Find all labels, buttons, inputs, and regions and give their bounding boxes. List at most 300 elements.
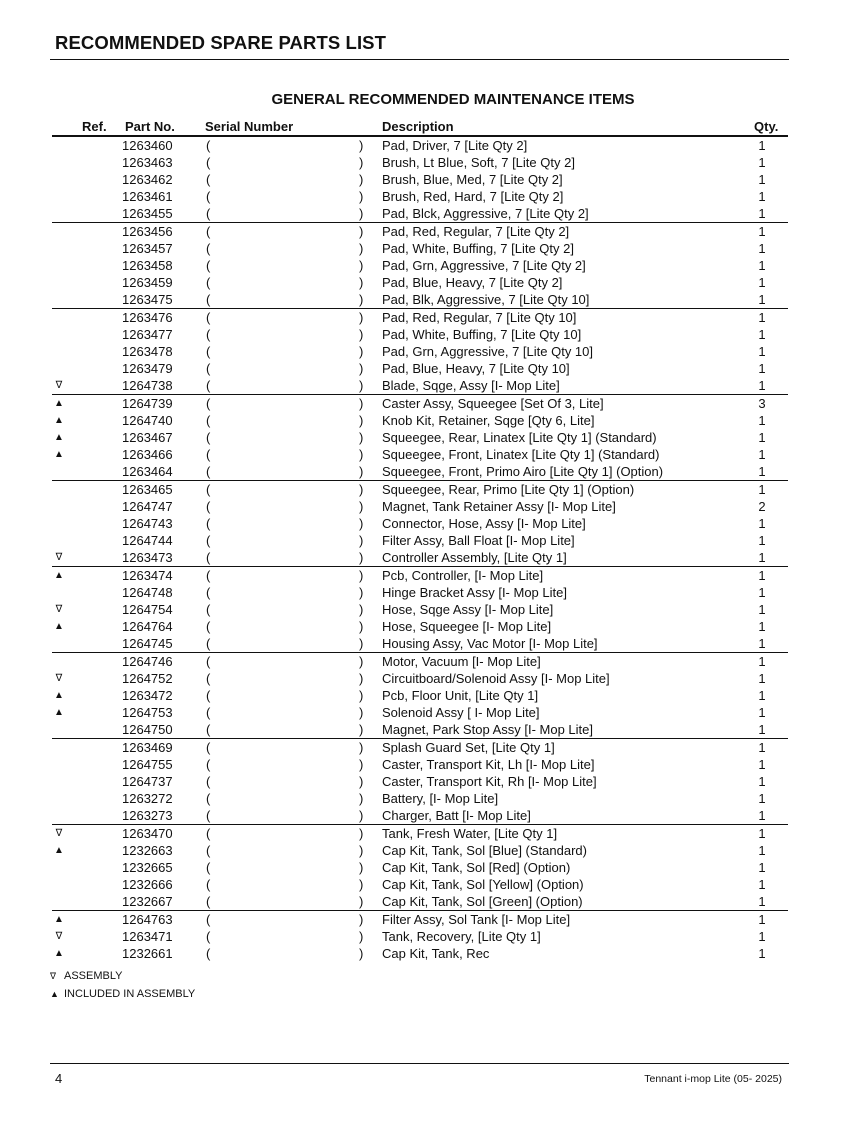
serial-paren-close: ) (359, 482, 364, 497)
serial-paren-open: ( (206, 654, 211, 669)
table-row (52, 222, 788, 240)
table-row (52, 756, 788, 773)
serial-paren-open: ( (206, 292, 211, 307)
description: Battery, [I- Mop Lite] (382, 791, 499, 806)
table-row (52, 652, 788, 670)
part-number: 1263469 (122, 740, 173, 755)
quantity: 1 (758, 224, 766, 239)
table-row (52, 446, 788, 463)
table-row (52, 721, 788, 738)
serial-paren-close: ) (359, 344, 364, 359)
col-header-part: Part No. (125, 119, 175, 134)
description: Pcb, Controller, [I- Mop Lite] (382, 568, 544, 583)
part-number: 1263471 (122, 929, 173, 944)
part-number: 1232663 (122, 843, 173, 858)
part-number: 1263456 (122, 224, 173, 239)
serial-paren-close: ) (359, 619, 364, 634)
table-row (52, 188, 788, 205)
description: Pad, Grn, Aggressive, 7 [Lite Qty 10] (382, 344, 593, 359)
part-number: 1263462 (122, 172, 173, 187)
serial-paren-open: ( (206, 894, 211, 909)
serial-paren-open: ( (206, 155, 211, 170)
quantity: 1 (758, 275, 766, 290)
serial-paren-close: ) (359, 224, 364, 239)
table-row (52, 566, 788, 584)
serial-paren-open: ( (206, 310, 211, 325)
serial-paren-open: ( (206, 671, 211, 686)
description: Magnet, Tank Retainer Assy [I- Mop Lite] (382, 499, 616, 514)
description: Connector, Hose, Assy [I- Mop Lite] (382, 516, 586, 531)
quantity: 1 (758, 413, 766, 428)
ref-marker-icon: ▲ (54, 948, 64, 959)
part-number: 1263457 (122, 241, 173, 256)
serial-paren-close: ) (359, 929, 364, 944)
title-rule (50, 59, 789, 60)
serial-paren-open: ( (206, 705, 211, 720)
ref-marker-icon: ▲ (54, 690, 64, 701)
part-number: 1264752 (122, 671, 173, 686)
serial-paren-close: ) (359, 550, 364, 565)
quantity: 1 (758, 774, 766, 789)
quantity: 1 (758, 464, 766, 479)
description: Housing Assy, Vac Motor [I- Mop Lite] (382, 636, 598, 651)
serial-paren-close: ) (359, 310, 364, 325)
serial-paren-open: ( (206, 826, 211, 841)
serial-paren-open: ( (206, 808, 211, 823)
serial-paren-open: ( (206, 413, 211, 428)
serial-paren-open: ( (206, 396, 211, 411)
part-number: 1263460 (122, 138, 173, 153)
table-row (52, 326, 788, 343)
quantity: 1 (758, 241, 766, 256)
part-number: 1263467 (122, 430, 173, 445)
description: Controller Assembly, [Lite Qty 1] (382, 550, 567, 565)
description: Filter Assy, Ball Float [I- Mop Lite] (382, 533, 575, 548)
quantity: 1 (758, 722, 766, 737)
quantity: 1 (758, 550, 766, 565)
table-row (52, 257, 788, 274)
description: Pad, Driver, 7 [Lite Qty 2] (382, 138, 528, 153)
quantity: 1 (758, 189, 766, 204)
quantity: 1 (758, 155, 766, 170)
serial-paren-close: ) (359, 654, 364, 669)
ref-marker-icon: ▲ (54, 914, 64, 925)
table-row (52, 360, 788, 377)
description: Pad, Blck, Aggressive, 7 [Lite Qty 2] (382, 206, 589, 221)
quantity: 1 (758, 688, 766, 703)
table-row (52, 549, 788, 566)
part-number: 1263479 (122, 361, 173, 376)
serial-paren-close: ) (359, 361, 364, 376)
serial-paren-close: ) (359, 378, 364, 393)
description: Hinge Bracket Assy [I- Mop Lite] (382, 585, 567, 600)
quantity: 1 (758, 705, 766, 720)
ref-marker-icon: ▲ (54, 449, 64, 460)
description: Tank, Fresh Water, [Lite Qty 1] (382, 826, 558, 841)
ref-marker-icon: ▲ (54, 415, 64, 426)
ref-marker-icon: ▲ (54, 845, 64, 856)
description: Squeegee, Rear, Linatex [Lite Qty 1] (Standard) (382, 430, 657, 445)
ref-marker-icon: ▲ (54, 621, 64, 632)
serial-paren-open: ( (206, 602, 211, 617)
table-row (52, 584, 788, 601)
serial-paren-close: ) (359, 430, 364, 445)
table-row (52, 859, 788, 876)
ref-marker-icon: ∇ (55, 673, 63, 684)
table-row (52, 205, 788, 222)
description: Pad, Blue, Heavy, 7 [Lite Qty 2] (382, 275, 563, 290)
table-row (52, 687, 788, 704)
serial-paren-close: ) (359, 275, 364, 290)
ref-marker-icon: ▲ (54, 432, 64, 443)
description: Cap Kit, Tank, Sol [Yellow] (Option) (382, 877, 584, 892)
serial-paren-open: ( (206, 688, 211, 703)
quantity: 3 (758, 396, 766, 411)
quantity: 1 (758, 430, 766, 445)
serial-paren-open: ( (206, 447, 211, 462)
serial-paren-close: ) (359, 206, 364, 221)
description: Pad, Grn, Aggressive, 7 [Lite Qty 2] (382, 258, 586, 273)
quantity: 1 (758, 912, 766, 927)
quantity: 1 (758, 602, 766, 617)
assembly-icon: ∇ (50, 971, 57, 981)
serial-paren-close: ) (359, 636, 364, 651)
serial-paren-close: ) (359, 189, 364, 204)
part-number: 1263464 (122, 464, 173, 479)
part-number: 1263472 (122, 688, 173, 703)
description: Magnet, Park Stop Assy [I- Mop Lite] (382, 722, 593, 737)
table-row (52, 171, 788, 188)
serial-paren-open: ( (206, 636, 211, 651)
part-number: 1264740 (122, 413, 173, 428)
quantity: 2 (758, 499, 766, 514)
table-row (52, 412, 788, 429)
quantity: 1 (758, 671, 766, 686)
quantity: 1 (758, 654, 766, 669)
serial-paren-close: ) (359, 155, 364, 170)
description: Cap Kit, Tank, Sol [Red] (Option) (382, 860, 571, 875)
quantity: 1 (758, 568, 766, 583)
quantity: 1 (758, 327, 766, 342)
description: Brush, Red, Hard, 7 [Lite Qty 2] (382, 189, 564, 204)
description: Splash Guard Set, [Lite Qty 1] (382, 740, 555, 755)
part-number: 1264745 (122, 636, 173, 651)
serial-paren-open: ( (206, 430, 211, 445)
section-title: GENERAL RECOMMENDED MAINTENANCE ITEMS (271, 91, 635, 108)
serial-paren-close: ) (359, 241, 364, 256)
part-number: 1264746 (122, 654, 173, 669)
serial-paren-open: ( (206, 568, 211, 583)
quantity: 1 (758, 292, 766, 307)
quantity: 1 (758, 740, 766, 755)
serial-paren-open: ( (206, 464, 211, 479)
col-header-ref: Ref. (82, 119, 107, 134)
serial-paren-open: ( (206, 258, 211, 273)
quantity: 1 (758, 946, 766, 961)
serial-paren-close: ) (359, 688, 364, 703)
quantity: 1 (758, 516, 766, 531)
serial-paren-close: ) (359, 533, 364, 548)
part-number: 1263458 (122, 258, 173, 273)
serial-paren-close: ) (359, 877, 364, 892)
serial-paren-close: ) (359, 447, 364, 462)
table-row (52, 240, 788, 257)
serial-paren-close: ) (359, 774, 364, 789)
serial-paren-close: ) (359, 740, 364, 755)
table-row (52, 910, 788, 928)
serial-paren-close: ) (359, 808, 364, 823)
quantity: 1 (758, 206, 766, 221)
description: Solenoid Assy [ I- Mop Lite] (382, 705, 540, 720)
serial-paren-open: ( (206, 843, 211, 858)
serial-paren-open: ( (206, 361, 211, 376)
table-row (52, 463, 788, 480)
serial-paren-open: ( (206, 877, 211, 892)
ref-marker-icon: ∇ (55, 931, 63, 942)
description: Pad, Red, Regular, 7 [Lite Qty 10] (382, 310, 577, 325)
quantity: 1 (758, 138, 766, 153)
part-number: 1232665 (122, 860, 173, 875)
description: Pcb, Floor Unit, [Lite Qty 1] (382, 688, 539, 703)
description: Caster Assy, Squeegee [Set Of 3, Lite] (382, 396, 604, 411)
page-title: RECOMMENDED SPARE PARTS LIST (55, 32, 387, 53)
table-row (52, 773, 788, 790)
table-row (52, 274, 788, 291)
part-number: 1264739 (122, 396, 173, 411)
quantity: 1 (758, 310, 766, 325)
serial-paren-open: ( (206, 241, 211, 256)
quantity: 1 (758, 619, 766, 634)
table-row (52, 670, 788, 687)
part-number: 1263477 (122, 327, 173, 342)
table-row (52, 377, 788, 394)
description: Cap Kit, Tank, Rec (382, 946, 490, 961)
description: Pad, Red, Regular, 7 [Lite Qty 2] (382, 224, 570, 239)
table-row (52, 738, 788, 756)
part-number: 1264763 (122, 912, 173, 927)
serial-paren-close: ) (359, 860, 364, 875)
serial-paren-open: ( (206, 757, 211, 772)
part-number: 1263461 (122, 189, 173, 204)
serial-paren-open: ( (206, 344, 211, 359)
serial-paren-close: ) (359, 843, 364, 858)
part-number: 1263476 (122, 310, 173, 325)
ref-marker-icon: ∇ (55, 604, 63, 615)
ref-marker-icon: ▲ (54, 398, 64, 409)
serial-paren-open: ( (206, 275, 211, 290)
part-number: 1232667 (122, 894, 173, 909)
quantity: 1 (758, 860, 766, 875)
quantity: 1 (758, 447, 766, 462)
serial-paren-close: ) (359, 396, 364, 411)
serial-paren-open: ( (206, 224, 211, 239)
serial-paren-close: ) (359, 499, 364, 514)
part-number: 1263465 (122, 482, 173, 497)
serial-paren-open: ( (206, 378, 211, 393)
description: Brush, Lt Blue, Soft, 7 [Lite Qty 2] (382, 155, 575, 170)
serial-paren-open: ( (206, 189, 211, 204)
part-number: 1264738 (122, 378, 173, 393)
serial-paren-open: ( (206, 791, 211, 806)
serial-paren-open: ( (206, 550, 211, 565)
table-row (52, 618, 788, 635)
serial-paren-close: ) (359, 894, 364, 909)
ref-marker-icon: ∇ (55, 552, 63, 563)
col-header-description: Description (382, 119, 454, 134)
description: Tank, Recovery, [Lite Qty 1] (382, 929, 541, 944)
description: Motor, Vacuum [I- Mop Lite] (382, 654, 541, 669)
legend-assembly-label: ASSEMBLY (64, 970, 123, 982)
description: Pad, White, Buffing, 7 [Lite Qty 10] (382, 327, 582, 342)
quantity: 1 (758, 361, 766, 376)
description: Caster, Transport Kit, Lh [I- Mop Lite] (382, 757, 595, 772)
table-row (52, 876, 788, 893)
serial-paren-open: ( (206, 860, 211, 875)
part-number: 1264737 (122, 774, 173, 789)
part-number: 1264753 (122, 705, 173, 720)
ref-marker-icon: ∇ (55, 828, 63, 839)
part-number: 1232661 (122, 946, 173, 961)
serial-paren-open: ( (206, 499, 211, 514)
legend-included-label: INCLUDED IN ASSEMBLY (64, 988, 196, 1000)
serial-paren-close: ) (359, 585, 364, 600)
serial-paren-close: ) (359, 172, 364, 187)
serial-paren-open: ( (206, 516, 211, 531)
table-row (52, 308, 788, 326)
part-number: 1264755 (122, 757, 173, 772)
serial-paren-close: ) (359, 258, 364, 273)
part-number: 1263466 (122, 447, 173, 462)
part-number: 1264744 (122, 533, 173, 548)
footer-rule (50, 1063, 789, 1064)
part-number: 1264764 (122, 619, 173, 634)
col-header-qty: Qty. (754, 119, 779, 134)
part-number: 1264750 (122, 722, 173, 737)
serial-paren-close: ) (359, 912, 364, 927)
description: Filter Assy, Sol Tank [I- Mop Lite] (382, 912, 571, 927)
part-number: 1263475 (122, 292, 173, 307)
table-row (52, 635, 788, 652)
table-row (52, 291, 788, 308)
serial-paren-close: ) (359, 464, 364, 479)
table-row (52, 704, 788, 721)
legend-assembly (50, 970, 123, 982)
table-row (52, 842, 788, 859)
serial-paren-close: ) (359, 138, 364, 153)
part-number: 1232666 (122, 877, 173, 892)
part-number: 1264754 (122, 602, 173, 617)
quantity: 1 (758, 826, 766, 841)
table-row (52, 480, 788, 498)
quantity: 1 (758, 929, 766, 944)
part-number: 1263478 (122, 344, 173, 359)
part-number: 1263455 (122, 206, 173, 221)
table-row (52, 807, 788, 824)
serial-paren-close: ) (359, 946, 364, 961)
parts-table (52, 136, 788, 962)
serial-paren-open: ( (206, 138, 211, 153)
serial-paren-open: ( (206, 619, 211, 634)
part-number: 1264743 (122, 516, 173, 531)
description: Pad, Blue, Heavy, 7 [Lite Qty 10] (382, 361, 570, 376)
serial-paren-open: ( (206, 172, 211, 187)
description: Pad, White, Buffing, 7 [Lite Qty 2] (382, 241, 574, 256)
part-number: 1263473 (122, 550, 173, 565)
quantity: 1 (758, 636, 766, 651)
quantity: 1 (758, 482, 766, 497)
ref-marker-icon: ∇ (55, 380, 63, 391)
table-row (52, 945, 788, 962)
description: Knob Kit, Retainer, Sqge [Qty 6, Lite] (382, 413, 595, 428)
serial-paren-close: ) (359, 292, 364, 307)
table-row (52, 154, 788, 171)
description: Squeegee, Rear, Primo [Lite Qty 1] (Option) (382, 482, 635, 497)
quantity: 1 (758, 791, 766, 806)
table-row (52, 136, 788, 154)
part-number: 1263273 (122, 808, 173, 823)
serial-paren-close: ) (359, 568, 364, 583)
quantity: 1 (758, 172, 766, 187)
table-row (52, 790, 788, 807)
description: Brush, Blue, Med, 7 [Lite Qty 2] (382, 172, 563, 187)
description: Squeegee, Front, Primo Airo [Lite Qty 1] (Option) (382, 464, 664, 479)
serial-paren-close: ) (359, 757, 364, 772)
table-row (52, 343, 788, 360)
ref-marker-icon: ▲ (54, 707, 64, 718)
serial-paren-open: ( (206, 327, 211, 342)
description: Squeegee, Front, Linatex [Lite Qty 1] (Standard) (382, 447, 660, 462)
description: Caster, Transport Kit, Rh [I- Mop Lite] (382, 774, 597, 789)
serial-paren-close: ) (359, 826, 364, 841)
table-row (52, 824, 788, 842)
table-row (52, 498, 788, 515)
part-number: 1264748 (122, 585, 173, 600)
table-row (52, 928, 788, 945)
quantity: 1 (758, 585, 766, 600)
page-number: 4 (55, 1071, 63, 1086)
table-row (52, 429, 788, 446)
serial-paren-open: ( (206, 585, 211, 600)
quantity: 1 (758, 344, 766, 359)
table-row (52, 515, 788, 532)
part-number: 1264747 (122, 499, 173, 514)
serial-paren-close: ) (359, 671, 364, 686)
description: Cap Kit, Tank, Sol [Green] (Option) (382, 894, 583, 909)
serial-paren-open: ( (206, 929, 211, 944)
included-icon: ▲ (50, 989, 59, 999)
col-header-serial: Serial Number (205, 119, 294, 134)
serial-paren-close: ) (359, 705, 364, 720)
part-number: 1263474 (122, 568, 173, 583)
quantity: 1 (758, 378, 766, 393)
quantity: 1 (758, 808, 766, 823)
table-row (52, 893, 788, 910)
serial-paren-open: ( (206, 722, 211, 737)
description: Blade, Sqge, Assy [I- Mop Lite] (382, 378, 560, 393)
table-row (52, 601, 788, 618)
serial-paren-open: ( (206, 533, 211, 548)
description: Charger, Batt [I- Mop Lite] (382, 808, 531, 823)
quantity: 1 (758, 533, 766, 548)
part-number: 1263463 (122, 155, 173, 170)
quantity: 1 (758, 843, 766, 858)
part-number: 1263459 (122, 275, 173, 290)
serial-paren-close: ) (359, 327, 364, 342)
serial-paren-close: ) (359, 516, 364, 531)
serial-paren-close: ) (359, 722, 364, 737)
description: Circuitboard/Solenoid Assy [I- Mop Lite] (382, 671, 610, 686)
serial-paren-open: ( (206, 206, 211, 221)
